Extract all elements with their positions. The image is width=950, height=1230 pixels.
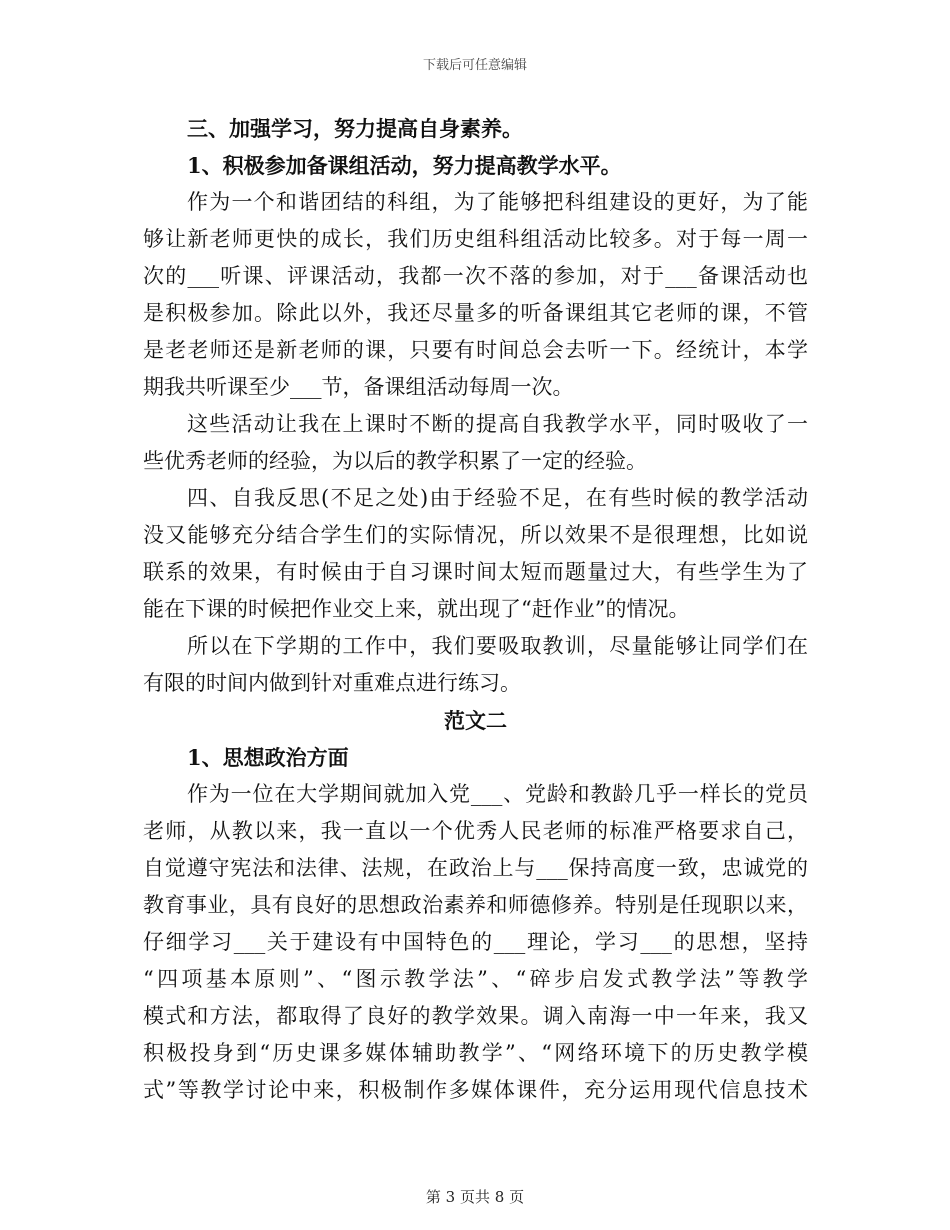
document-body xyxy=(143,110,808,1109)
paragraph-line: 这些活动让我在上课时不断的提高自我教学水平，同时吸收了一 xyxy=(187,412,808,436)
paragraph-line: “四项基本原则”、“图示教学法”、“碎步启发式教学法”等教学 xyxy=(143,967,808,991)
paragraph-line: 自觉遵守宪法和法律、法规，在政治上与___保持高度一致，忠诚党的 xyxy=(143,856,808,880)
paragraph-line: 是积极参加。除此以外，我还尽量多的听备课组其它老师的课，不管 xyxy=(143,301,808,325)
paragraph-team-activities xyxy=(143,184,808,406)
paragraph-political-thought xyxy=(143,776,808,1109)
paragraph-line: 次的___听课、评课活动，我都一次不落的参加，对于___备课活动也 xyxy=(143,264,808,288)
paragraph-next-term xyxy=(143,628,808,702)
subheading-political-thought: 1、思想政治方面 xyxy=(187,745,349,770)
paragraph-line: 有限的时间内做到针对重难点进行练习。 xyxy=(143,671,521,695)
paragraph-line: 四、自我反思(不足之处)由于经验不足，在有些时候的教学活动 xyxy=(187,486,808,510)
page-header-note: 下载后可任意编辑 xyxy=(422,58,527,73)
paragraph-line: 老师，从教以来，我一直以一个优秀人民老师的标准严格要求自己， xyxy=(143,819,808,843)
paragraph-line: 模式和方法，都取得了良好的教学效果。调入南海一中一年来，我又 xyxy=(143,1004,808,1028)
paragraph-activity-benefits xyxy=(143,406,808,480)
paragraph-line: 作为一位在大学期间就加入党___、党龄和教龄几乎一样长的党员 xyxy=(187,782,808,806)
paragraph-line: 能在下课的时候把作业交上来，就出现了“赶作业”的情况。 xyxy=(143,597,690,621)
paragraph-line: 式”等教学讨论中来，积极制作多媒体课件，充分运用现代信息技术 xyxy=(143,1078,808,1102)
subheading-lesson-prep: 1、积极参加备课组活动，努力提高教学水平。 xyxy=(187,153,622,178)
section-heading-3: 三、加强学习，努力提高自身素养。 xyxy=(187,116,523,141)
paragraph-self-reflection xyxy=(143,480,808,628)
paragraph-line: 期我共听课至少___节，备课组活动每周一次。 xyxy=(143,375,574,399)
paragraph-line: 够让新老师更快的成长，我们历史组科组活动比较多。对于每一周一 xyxy=(143,227,808,251)
paragraph-line: 是老老师还是新老师的课，只要有时间总会去听一下。经统计，本学 xyxy=(143,338,808,362)
paragraph-line: 积极投身到“历史课多媒体辅助教学”、“网络环境下的历史教学模 xyxy=(143,1041,808,1065)
paragraph-line: 所以在下学期的工作中，我们要吸取教训，尽量能够让同学们在 xyxy=(187,634,808,658)
page-footer: 第 3 页共 8 页 xyxy=(425,1188,525,1206)
sample-two-title: 范文二 xyxy=(444,708,507,733)
paragraph-line: 仔细学习___关于建设有中国特色的___理论，学习___的思想，坚持 xyxy=(143,930,808,954)
paragraph-line: 些优秀老师的经验，为以后的教学积累了一定的经验。 xyxy=(143,449,647,473)
paragraph-line: 没又能够充分结合学生们的实际情况，所以效果不是很理想，比如说 xyxy=(143,523,808,547)
paragraph-line: 作为一个和谐团结的科组，为了能够把科组建设的更好，为了能 xyxy=(187,190,808,214)
paragraph-line: 联系的效果，有时候由于自习课时间太短而题量过大，有些学生为了 xyxy=(143,560,808,584)
paragraph-line: 教育事业，具有良好的思想政治素养和师德修养。特别是任现职以来， xyxy=(143,893,808,917)
